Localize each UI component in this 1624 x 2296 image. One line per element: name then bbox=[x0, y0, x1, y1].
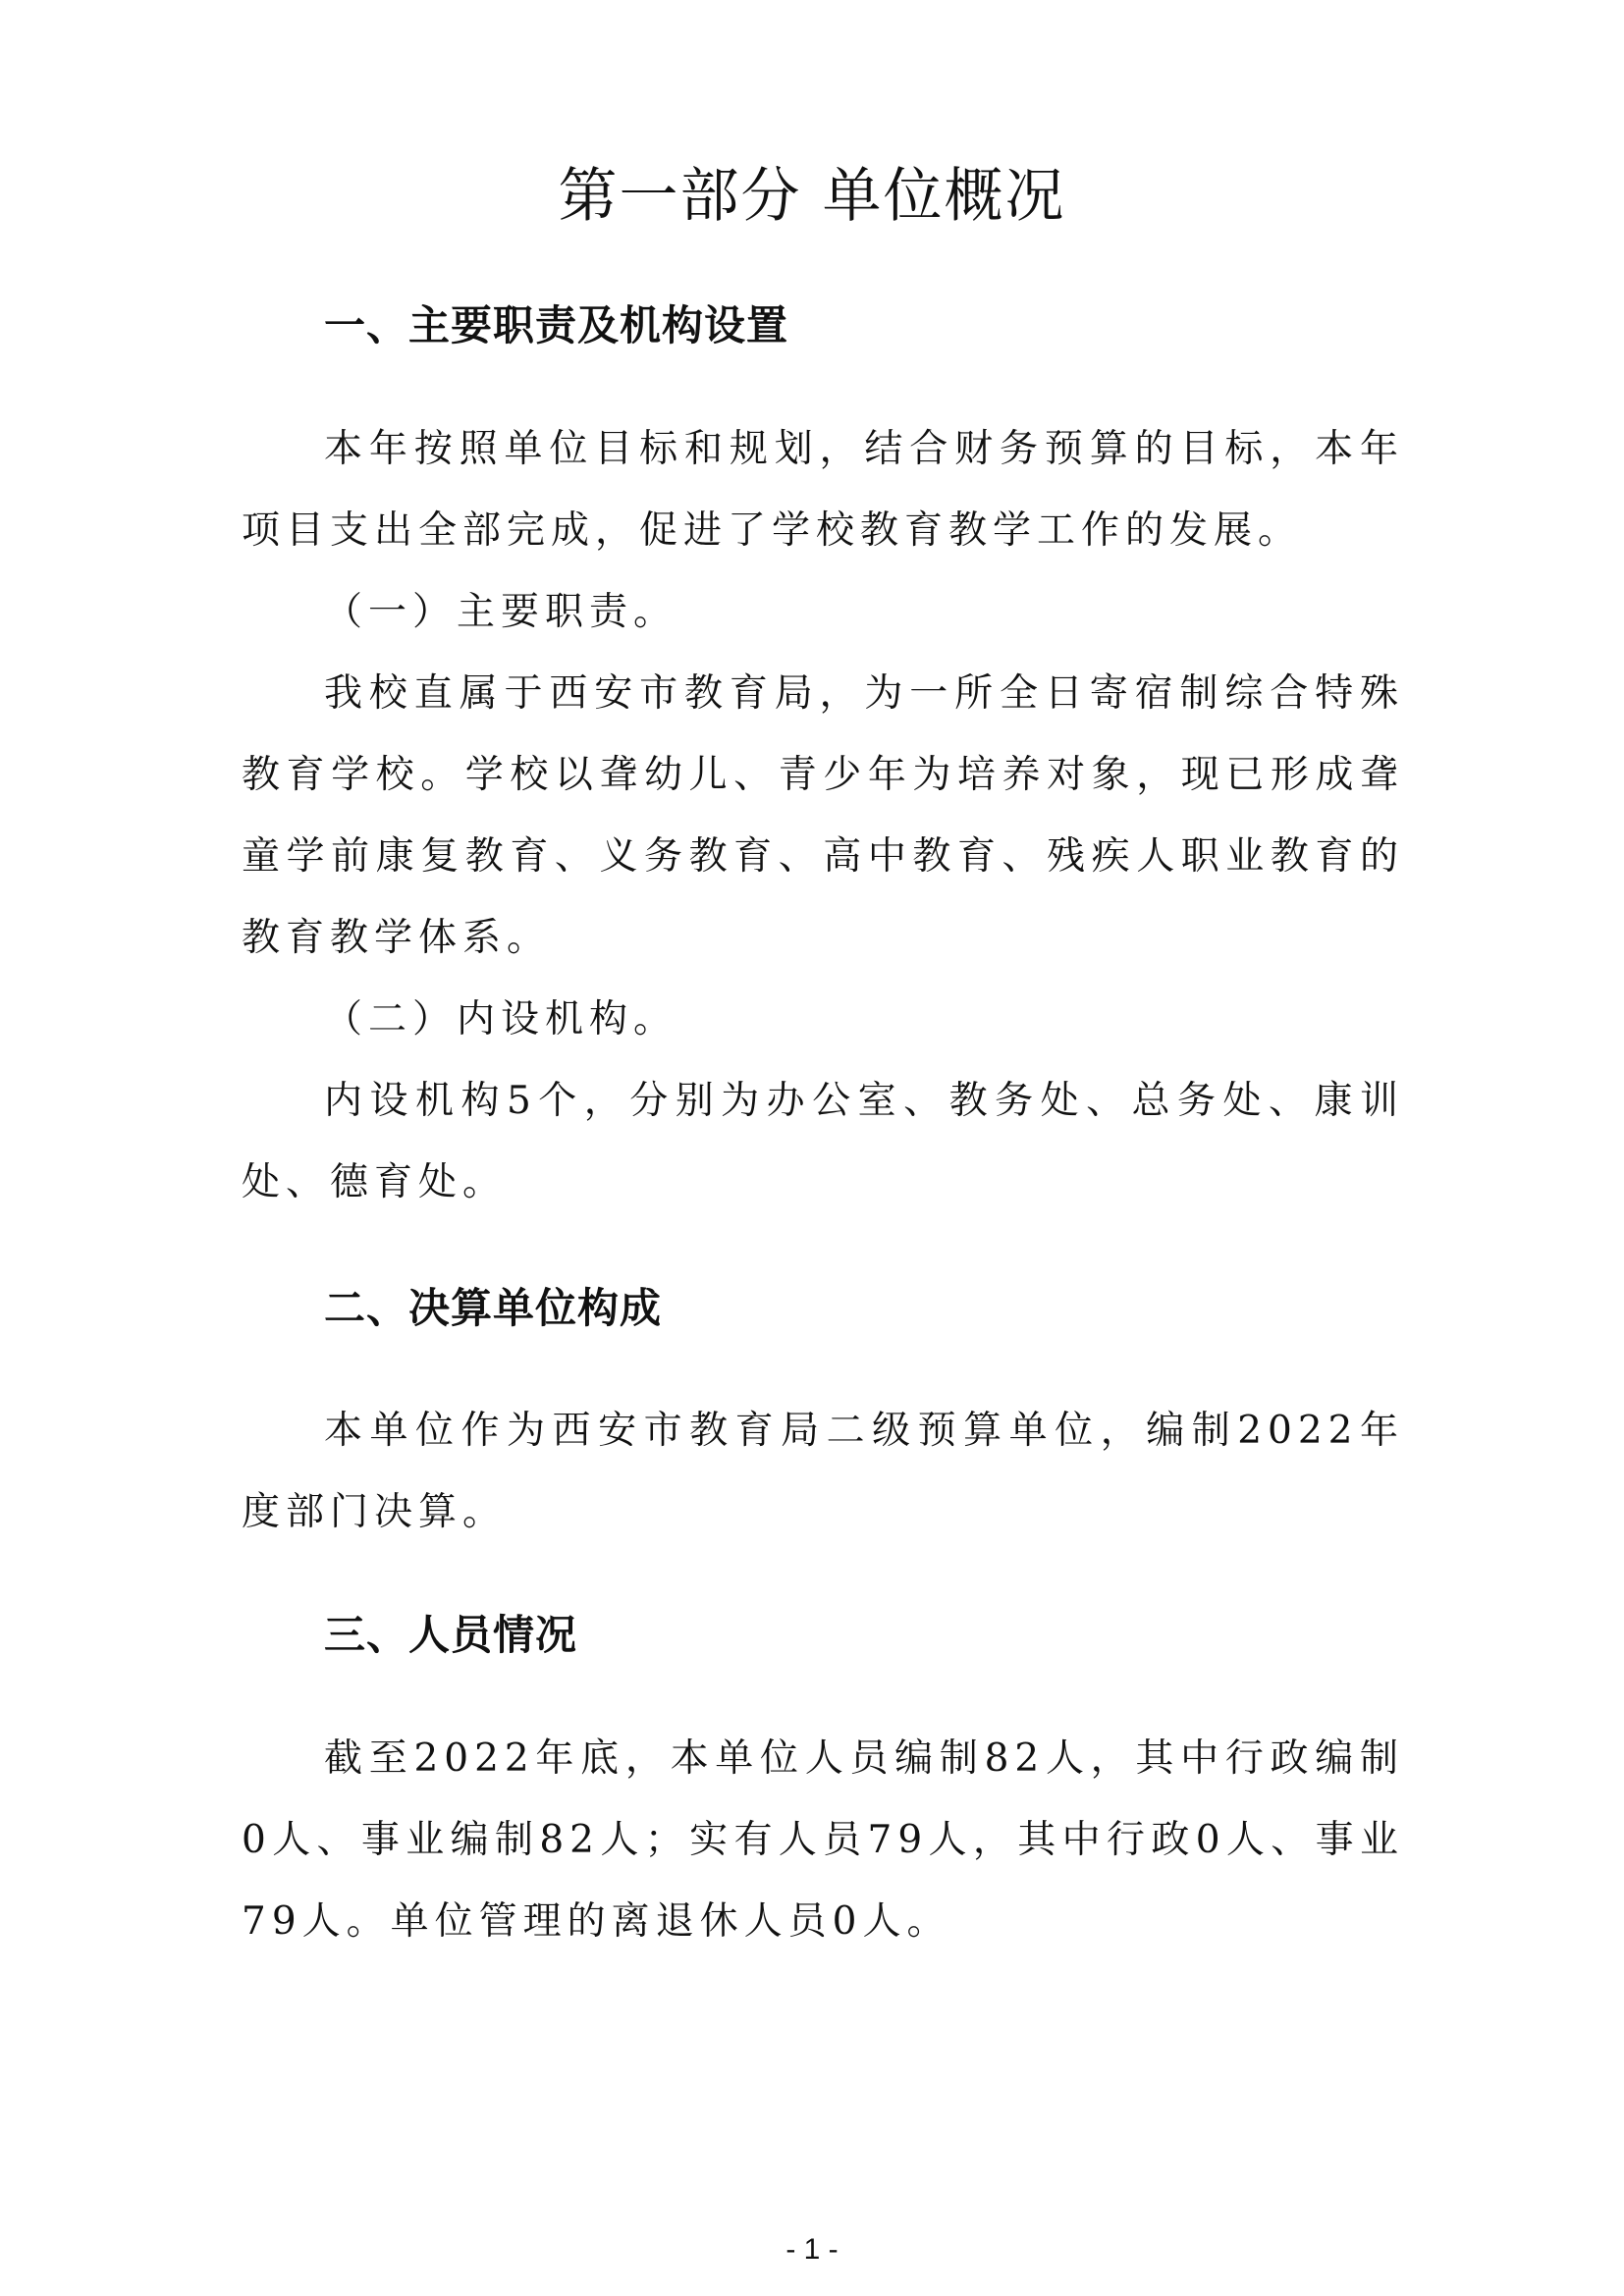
section-heading-staff: 三、人员情况 bbox=[324, 1611, 578, 1659]
paragraph-main-duties: 我校直属于西安市教育局，为一所全日寄宿制综合特殊教育学校。学校以聋幼儿、青少年为培养对象，现已形成聋童学前康复教育、义务教育、高中教育、残疾人职业教育的教育教学体系。 bbox=[242, 671, 1404, 960]
paragraph-staff: 截至2022年底，本单位人员编制82人，其中行政编制0人、事业编制82人；实有人员79人，其中行政0人、事业79人。单位管理的离退休人员0人。 bbox=[242, 1736, 1404, 1944]
paragraph-intro: 本年按照单位目标和规划，结合财务预算的目标，本年项目支出全部完成，促进了学校教育教学工作的发展。 bbox=[242, 427, 1404, 553]
paragraph-units: 本单位作为西安市教育局二级预算单位，编制2022年度部门决算。 bbox=[242, 1409, 1404, 1534]
section-heading-duties: 一、主要职责及机构设置 bbox=[324, 301, 789, 349]
subheading-internal-institutions: （二）内设机构。 bbox=[324, 997, 678, 1041]
page-title: 第一部分 单位概况 bbox=[558, 162, 1066, 231]
page-number: - 1 - bbox=[785, 2233, 839, 2266]
section-heading-units: 二、决算单位构成 bbox=[324, 1284, 663, 1332]
paragraph-internal-institutions: 内设机构5个，分别为办公室、教务处、总务处、康训处、德育处。 bbox=[242, 1079, 1404, 1204]
subheading-main-duties: （一）主要职责。 bbox=[324, 590, 678, 634]
